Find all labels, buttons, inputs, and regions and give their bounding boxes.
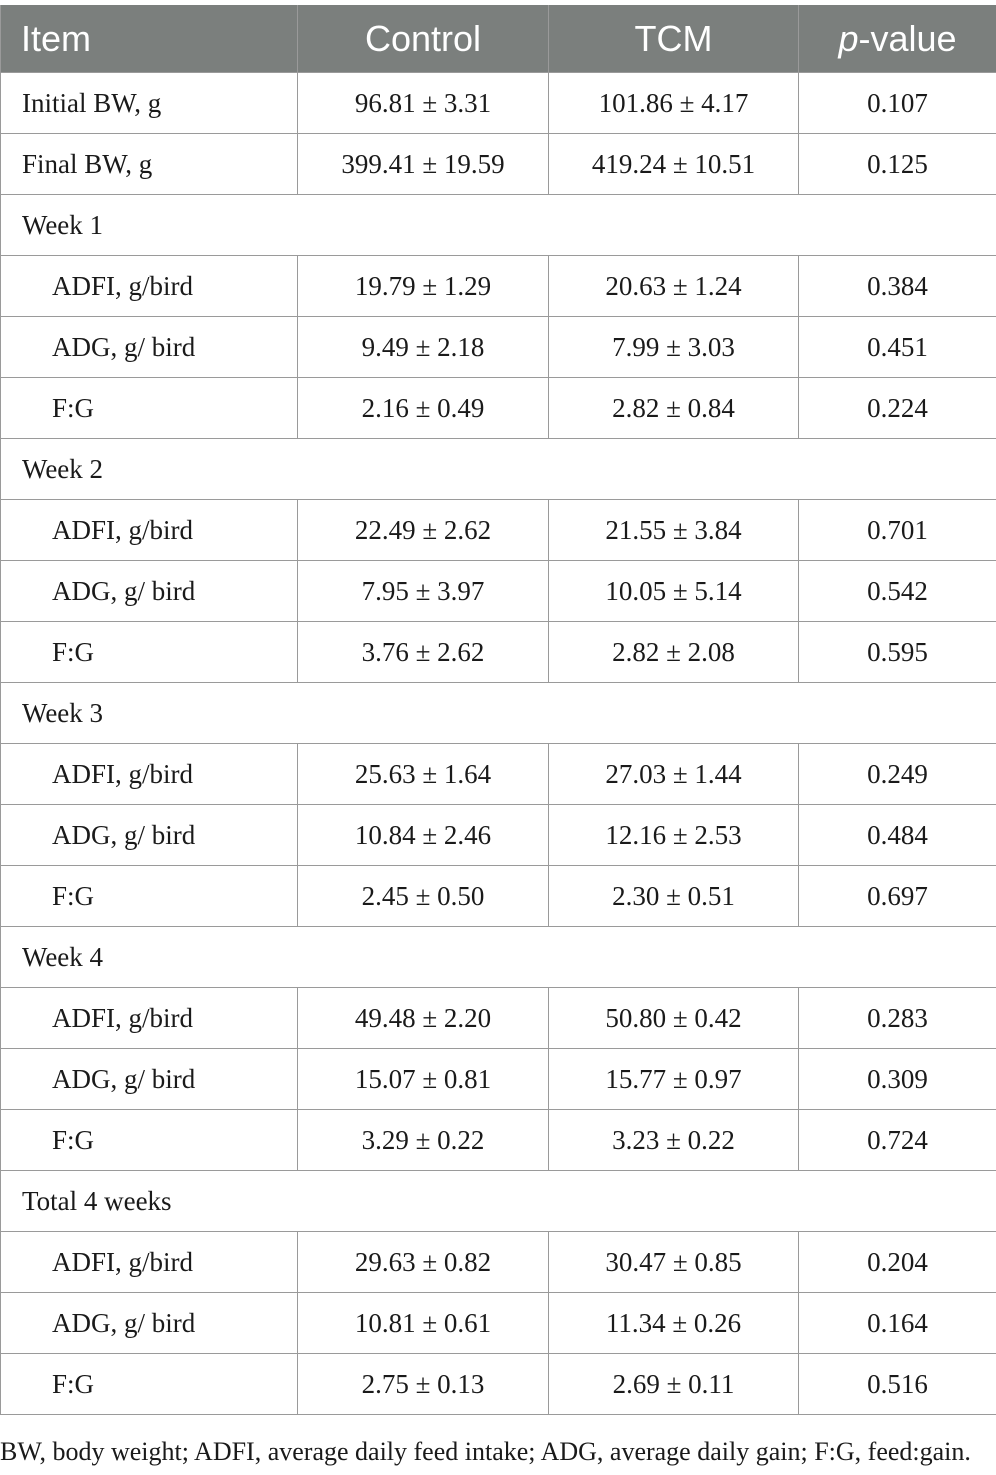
item-cell: F:G	[1, 1354, 298, 1415]
table-row	[1, 866, 996, 927]
control-cell: 2.75 ± 0.13	[298, 1354, 549, 1415]
table-row	[1, 622, 996, 683]
p-value-cell: 0.164	[799, 1293, 996, 1354]
tcm-cell: 12.16 ± 2.53	[549, 805, 799, 866]
table-row	[1, 561, 996, 622]
tcm-cell: 419.24 ± 10.51	[549, 134, 799, 195]
control-cell: 10.81 ± 0.61	[298, 1293, 549, 1354]
control-cell: 96.81 ± 3.31	[298, 73, 549, 134]
tcm-cell: 15.77 ± 0.97	[549, 1049, 799, 1110]
item-cell: F:G	[1, 622, 298, 683]
tcm-cell: 7.99 ± 3.03	[549, 317, 799, 378]
header-tcm: TCM	[549, 5, 799, 73]
header-p-italic: p	[838, 17, 859, 59]
p-value-cell: 0.249	[799, 744, 996, 805]
p-value-cell: 0.309	[799, 1049, 996, 1110]
table-body	[1, 73, 996, 1415]
p-value-cell: 0.384	[799, 256, 996, 317]
header-p-value	[799, 5, 996, 73]
control-cell: 9.49 ± 2.18	[298, 317, 549, 378]
p-value-cell: 0.516	[799, 1354, 996, 1415]
tcm-cell: 50.80 ± 0.42	[549, 988, 799, 1049]
table-row	[1, 317, 996, 378]
item-cell: Final BW, g	[1, 134, 298, 195]
item-cell: ADG, g/ bird	[1, 1049, 298, 1110]
control-cell: 22.49 ± 2.62	[298, 500, 549, 561]
table-row	[1, 256, 996, 317]
control-cell: 19.79 ± 1.29	[298, 256, 549, 317]
table-row	[1, 378, 996, 439]
header-row	[1, 5, 996, 73]
p-value-cell: 0.107	[799, 73, 996, 134]
item-cell: ADFI, g/bird	[1, 744, 298, 805]
tcm-cell: 10.05 ± 5.14	[549, 561, 799, 622]
p-value-cell: 0.542	[799, 561, 996, 622]
table-row	[1, 1049, 996, 1110]
table-footnote: BW, body weight; ADFI, average daily feed intake; ADG, average daily gain; F:G, feed:gain.	[0, 1437, 971, 1466]
p-value-cell: 0.595	[799, 622, 996, 683]
control-cell: 2.16 ± 0.49	[298, 378, 549, 439]
item-cell: ADG, g/ bird	[1, 805, 298, 866]
item-cell: ADG, g/ bird	[1, 317, 298, 378]
control-cell: 49.48 ± 2.20	[298, 988, 549, 1049]
table-row	[1, 1110, 996, 1171]
item-cell: ADFI, g/bird	[1, 988, 298, 1049]
control-cell: 3.76 ± 2.62	[298, 622, 549, 683]
control-cell: 29.63 ± 0.82	[298, 1232, 549, 1293]
item-cell: F:G	[1, 866, 298, 927]
table-row	[1, 73, 996, 134]
item-cell: ADFI, g/bird	[1, 1232, 298, 1293]
group-label: Week 2	[1, 439, 996, 500]
p-value-cell: 0.204	[799, 1232, 996, 1293]
group-label: Week 3	[1, 683, 996, 744]
p-value-cell: 0.701	[799, 500, 996, 561]
table-row	[1, 134, 996, 195]
p-value-cell: 0.451	[799, 317, 996, 378]
header-item: Item	[1, 5, 298, 73]
group-row	[1, 683, 996, 744]
p-value-cell: 0.724	[799, 1110, 996, 1171]
item-cell: F:G	[1, 378, 298, 439]
tcm-cell: 3.23 ± 0.22	[549, 1110, 799, 1171]
table-header	[1, 5, 996, 73]
item-cell: ADG, g/ bird	[1, 561, 298, 622]
group-row	[1, 927, 996, 988]
table-row	[1, 500, 996, 561]
item-cell: ADFI, g/bird	[1, 256, 298, 317]
item-cell: ADG, g/ bird	[1, 1293, 298, 1354]
p-value-cell: 0.484	[799, 805, 996, 866]
table-row	[1, 988, 996, 1049]
group-row	[1, 1171, 996, 1232]
tcm-cell: 27.03 ± 1.44	[549, 744, 799, 805]
tcm-cell: 2.30 ± 0.51	[549, 866, 799, 927]
group-label: Week 1	[1, 195, 996, 256]
tcm-cell: 2.69 ± 0.11	[549, 1354, 799, 1415]
tcm-cell: 21.55 ± 3.84	[549, 500, 799, 561]
tcm-cell: 2.82 ± 0.84	[549, 378, 799, 439]
tcm-cell: 101.86 ± 4.17	[549, 73, 799, 134]
control-cell: 2.45 ± 0.50	[298, 866, 549, 927]
tcm-cell: 2.82 ± 2.08	[549, 622, 799, 683]
table-row	[1, 744, 996, 805]
header-p-suffix: -value	[858, 17, 957, 59]
control-cell: 25.63 ± 1.64	[298, 744, 549, 805]
tcm-cell: 11.34 ± 0.26	[549, 1293, 799, 1354]
header-control: Control	[298, 5, 549, 73]
control-cell: 399.41 ± 19.59	[298, 134, 549, 195]
p-value-cell: 0.224	[799, 378, 996, 439]
group-row	[1, 195, 996, 256]
control-cell: 15.07 ± 0.81	[298, 1049, 549, 1110]
group-label: Total 4 weeks	[1, 1171, 996, 1232]
table-row	[1, 1232, 996, 1293]
item-cell: ADFI, g/bird	[1, 500, 298, 561]
table-row	[1, 1293, 996, 1354]
table-row	[1, 1354, 996, 1415]
group-row	[1, 439, 996, 500]
table-row	[1, 805, 996, 866]
performance-table	[0, 5, 996, 1415]
control-cell: 10.84 ± 2.46	[298, 805, 549, 866]
control-cell: 3.29 ± 0.22	[298, 1110, 549, 1171]
item-cell: Initial BW, g	[1, 73, 298, 134]
p-value-cell: 0.283	[799, 988, 996, 1049]
p-value-cell: 0.697	[799, 866, 996, 927]
tcm-cell: 30.47 ± 0.85	[549, 1232, 799, 1293]
group-label: Week 4	[1, 927, 996, 988]
item-cell: F:G	[1, 1110, 298, 1171]
tcm-cell: 20.63 ± 1.24	[549, 256, 799, 317]
p-value-cell: 0.125	[799, 134, 996, 195]
control-cell: 7.95 ± 3.97	[298, 561, 549, 622]
